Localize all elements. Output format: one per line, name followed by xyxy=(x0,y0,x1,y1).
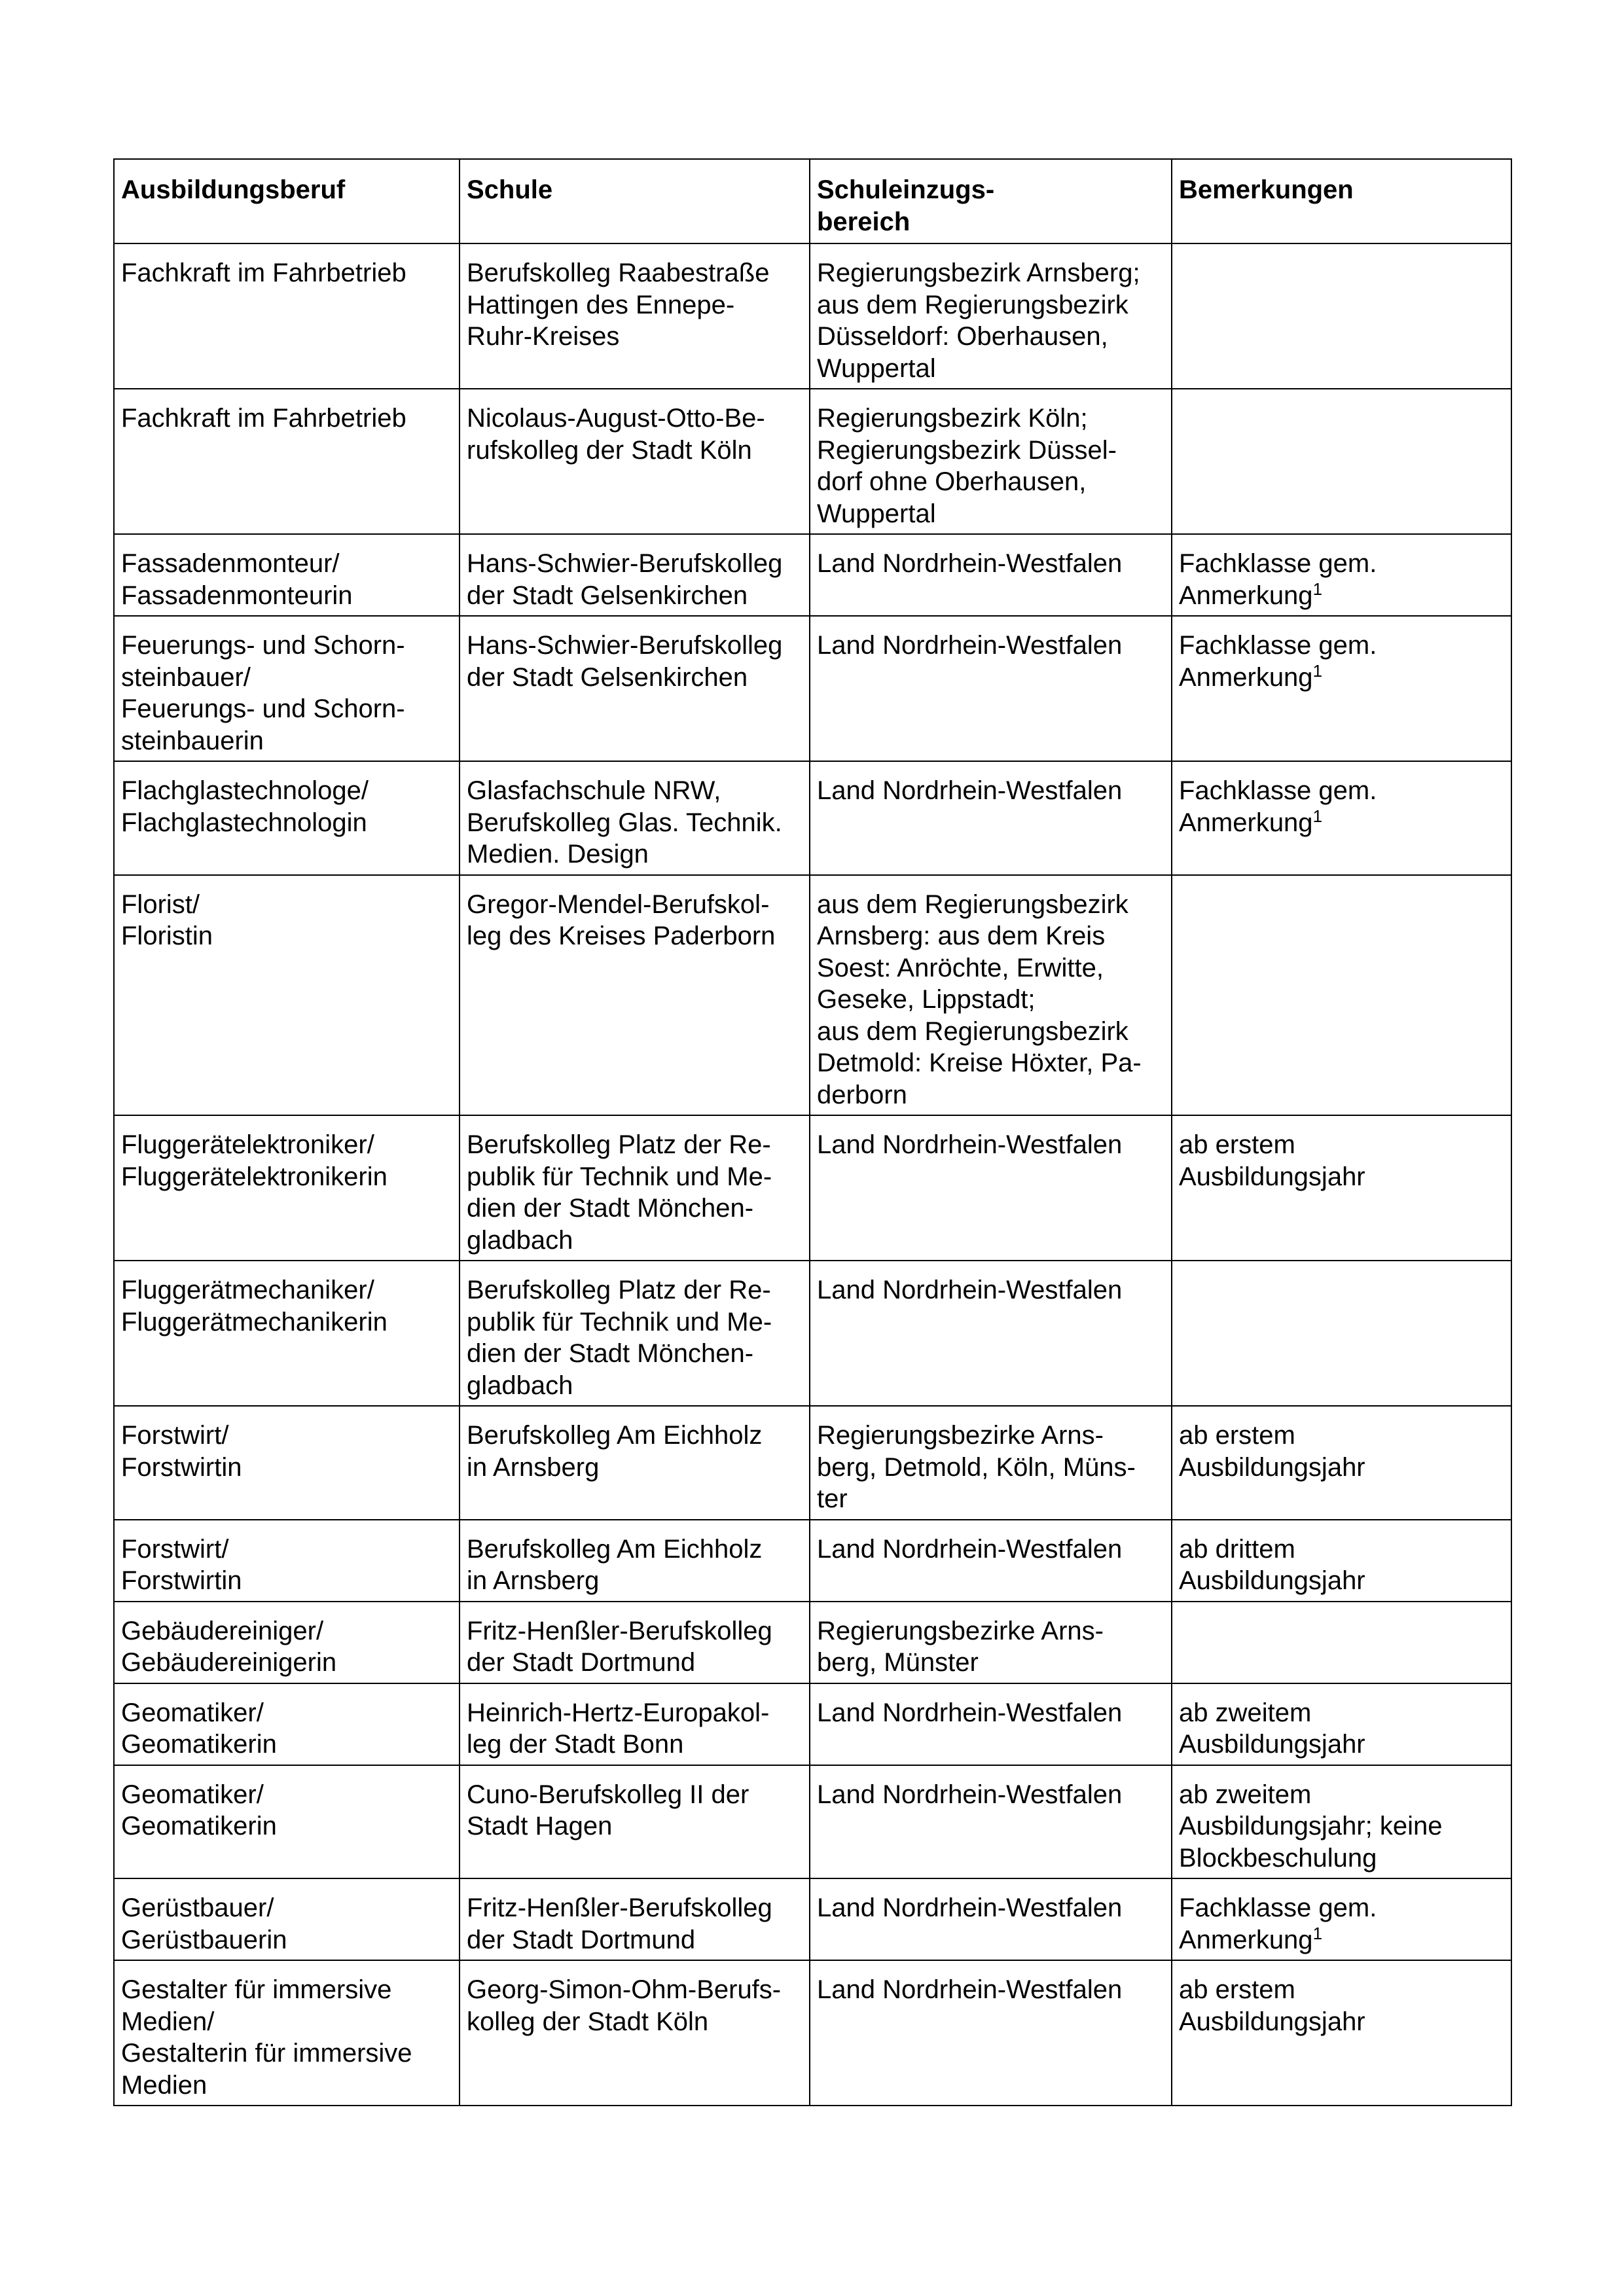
cell-text-line: Fachklasse gem. xyxy=(1179,1893,1377,1922)
cell-text-line: Gestalter für immersive xyxy=(121,1975,392,2004)
cell-text-line: ab erstem xyxy=(1179,1130,1295,1159)
cell-ausbildungsberuf xyxy=(114,1261,460,1406)
cell-text-line: Berufskolleg Am Eichholz xyxy=(467,1421,763,1450)
table-row xyxy=(114,1602,1511,1683)
cell-text-line: leg der Stadt Bonn xyxy=(467,1730,684,1759)
cell-text-line: berg, Münster xyxy=(817,1648,979,1677)
cell-schuleinzugsbereich xyxy=(810,1878,1172,1960)
header-schuleinzugsbereich xyxy=(810,159,1172,243)
cell-text-line: Land Nordrhein-Westfalen xyxy=(817,776,1123,805)
cell-text-line: Ruhr-Kreises xyxy=(467,322,620,351)
table-body xyxy=(114,243,1511,2106)
document-page xyxy=(113,158,1511,2106)
header-text-line: bereich xyxy=(817,207,911,236)
header-text-line: Schule xyxy=(467,175,553,204)
cell-text-line: aus dem Regierungsbezirk xyxy=(817,1016,1128,1046)
cell-ausbildungsberuf xyxy=(114,1960,460,2106)
cell-text-line: Hans-Schwier-Berufskolleg xyxy=(467,631,783,660)
cell-ausbildungsberuf xyxy=(114,1765,460,1879)
cell-bemerkungen xyxy=(1172,534,1511,616)
cell-text-line: Land Nordrhein-Westfalen xyxy=(817,1534,1123,1564)
cell-text-line: kolleg der Stadt Köln xyxy=(467,2007,709,2036)
cell-ausbildungsberuf xyxy=(114,1602,460,1683)
cell-schule xyxy=(460,1765,810,1879)
cell-text-line: derborn xyxy=(817,1080,907,1109)
cell-text-line: leg des Kreises Paderborn xyxy=(467,922,776,950)
cell-text-line: Georg-Simon-Ohm-Berufs- xyxy=(467,1975,782,2004)
cell-bemerkungen xyxy=(1172,1520,1511,1602)
cell-text-line: gladbach xyxy=(467,1225,573,1255)
table-row xyxy=(114,616,1511,761)
table-row xyxy=(114,1520,1511,1602)
cell-text-line: Heinrich-Hertz-Europakol- xyxy=(467,1698,770,1727)
cell-text-line: Nicolaus-August-Otto-Be- xyxy=(467,404,765,433)
cell-schule xyxy=(460,1406,810,1520)
cell-text-line: Forstwirtin xyxy=(121,1566,242,1595)
cell-bemerkungen xyxy=(1172,1960,1511,2106)
cell-text-line: Gregor-Mendel-Berufskol- xyxy=(467,889,770,919)
header-bemerkungen xyxy=(1172,159,1511,243)
cell-text-line: Land Nordrhein-Westfalen xyxy=(817,1975,1123,2004)
cell-ausbildungsberuf xyxy=(114,1520,460,1602)
cell-schule xyxy=(460,1960,810,2106)
cell-ausbildungsberuf xyxy=(114,534,460,616)
cell-text-line: dien der Stadt Mönchen- xyxy=(467,1339,754,1368)
cell-bemerkungen xyxy=(1172,875,1511,1116)
cell-text-line: Forstwirt/ xyxy=(121,1421,229,1450)
cell-text-line: Flachglastechnologe/ xyxy=(121,776,369,805)
cell-text-line: Ausbildungsjahr xyxy=(1179,1730,1365,1759)
cell-bemerkungen xyxy=(1172,1406,1511,1520)
cell-text-line: Flachglastechnologin xyxy=(121,808,367,837)
table-row xyxy=(114,1406,1511,1520)
cell-schuleinzugsbereich xyxy=(810,1520,1172,1602)
cell-schule xyxy=(460,243,810,389)
cell-schule xyxy=(460,1520,810,1602)
cell-text-line: ab zweitem xyxy=(1179,1780,1312,1809)
cell-text-line: Detmold: Kreise Höxter, Pa- xyxy=(817,1049,1142,1077)
cell-schule xyxy=(460,1878,810,1960)
cell-schuleinzugsbereich xyxy=(810,1602,1172,1683)
cell-schule xyxy=(460,1261,810,1406)
cell-text-line: Forstwirt/ xyxy=(121,1534,229,1564)
cell-ausbildungsberuf xyxy=(114,616,460,761)
cell-text-line: ab zweitem xyxy=(1179,1698,1312,1727)
header-schule xyxy=(460,159,810,243)
cell-schule xyxy=(460,1683,810,1765)
cell-text-line: Fritz-Henßler-Berufskolleg xyxy=(467,1616,772,1645)
cell-text-line: Fassadenmonteur/ xyxy=(121,549,340,578)
cell-bemerkungen xyxy=(1172,389,1511,534)
cell-text-line: ab erstem xyxy=(1179,1421,1295,1450)
cell-text-line: Fachklasse gem. xyxy=(1179,776,1377,805)
cell-bemerkungen xyxy=(1172,1261,1511,1406)
cell-text-line: Gebäudereiniger/ xyxy=(121,1616,324,1645)
cell-text-line: berg, Detmold, Köln, Müns- xyxy=(817,1452,1136,1482)
cell-text-line: Fluggerätmechanikerin xyxy=(121,1307,388,1336)
cell-schule xyxy=(460,1115,810,1261)
table-row xyxy=(114,761,1511,875)
cell-ausbildungsberuf xyxy=(114,1406,460,1520)
cell-text-line: Gestalterin für immersive xyxy=(121,2039,412,2068)
cell-text-line: Geseke, Lippstadt; xyxy=(817,985,1036,1014)
cell-bemerkungen xyxy=(1172,1115,1511,1261)
cell-text-line: Fluggerätmechaniker/ xyxy=(121,1276,374,1304)
cell-text-line: gladbach xyxy=(467,1371,573,1400)
cell-text-line: Regierungsbezirke Arns- xyxy=(817,1616,1104,1645)
cell-text-line: Regierungsbezirk Köln; xyxy=(817,404,1088,433)
cell-bemerkungen xyxy=(1172,243,1511,389)
cell-text-line: Geomatikerin xyxy=(121,1730,277,1759)
cell-schule xyxy=(460,616,810,761)
cell-bemerkungen xyxy=(1172,1683,1511,1765)
header-text-line: Schuleinzugs- xyxy=(817,175,995,204)
footnote-marker: 1 xyxy=(1312,660,1323,681)
cell-text-line: rufskolleg der Stadt Köln xyxy=(467,435,752,465)
cell-text-line: steinbauerin xyxy=(121,726,264,755)
cell-ausbildungsberuf xyxy=(114,389,460,534)
cell-text-line: Berufskolleg Raabestraße xyxy=(467,259,770,287)
cell-text-line: Land Nordrhein-Westfalen xyxy=(817,1130,1123,1159)
cell-schuleinzugsbereich xyxy=(810,1406,1172,1520)
cell-bemerkungen xyxy=(1172,1878,1511,1960)
cell-text-line: Ausbildungsjahr xyxy=(1179,1452,1365,1482)
cell-schuleinzugsbereich xyxy=(810,1960,1172,2106)
cell-text-line: publik für Technik und Me- xyxy=(467,1307,772,1336)
table-row xyxy=(114,1878,1511,1960)
cell-text-line: Wuppertal xyxy=(817,353,936,383)
cell-text-line: Ausbildungsjahr xyxy=(1179,2007,1365,2036)
footnote-marker: 1 xyxy=(1312,1923,1323,1943)
footnote-marker: 1 xyxy=(1312,579,1323,599)
cell-text-line: Berufskolleg Platz der Re- xyxy=(467,1276,771,1304)
footnote-marker: 1 xyxy=(1312,806,1323,826)
cell-text-line: Gerüstbauerin xyxy=(121,1925,287,1954)
cell-ausbildungsberuf xyxy=(114,761,460,875)
cell-text-line: Land Nordrhein-Westfalen xyxy=(817,1698,1123,1727)
cell-text-line: der Stadt Gelsenkirchen xyxy=(467,581,748,610)
cell-text-line: Fachkraft im Fahrbetrieb xyxy=(121,259,406,287)
cell-schuleinzugsbereich xyxy=(810,1683,1172,1765)
cell-text-line: Hattingen des Ennepe- xyxy=(467,290,735,319)
cell-text-line: Land Nordrhein-Westfalen xyxy=(817,1780,1123,1809)
cell-text-line: aus dem Regierungsbezirk xyxy=(817,290,1128,319)
cell-text-line: in Arnsberg xyxy=(467,1452,600,1482)
cell-text-line: Gerüstbauer/ xyxy=(121,1893,274,1922)
cell-text-line: der Stadt Dortmund xyxy=(467,1925,696,1954)
cell-schule xyxy=(460,875,810,1116)
cell-schule xyxy=(460,761,810,875)
cell-text-line: Stadt Hagen xyxy=(467,1812,613,1840)
cell-text-line: Geomatiker/ xyxy=(121,1698,264,1727)
cell-text-line: Soest: Anröchte, Erwitte, xyxy=(817,953,1104,982)
cell-schuleinzugsbereich xyxy=(810,761,1172,875)
cell-text-line: Fluggerätelektroniker/ xyxy=(121,1130,374,1159)
table-row xyxy=(114,1765,1511,1879)
cell-schule xyxy=(460,1602,810,1683)
cell-text-line: Geomatiker/ xyxy=(121,1780,264,1809)
cell-text-line: Medien/ xyxy=(121,2007,215,2036)
cell-text-line: dien der Stadt Mönchen- xyxy=(467,1194,754,1223)
cell-schuleinzugsbereich xyxy=(810,534,1172,616)
table-row xyxy=(114,1261,1511,1406)
cell-text-line: Regierungsbezirke Arns- xyxy=(817,1421,1104,1450)
cell-text-line: Düsseldorf: Oberhausen, xyxy=(817,322,1108,351)
cell-text-line: Medien xyxy=(121,2070,208,2100)
cell-text-line: Fachkraft im Fahrbetrieb xyxy=(121,404,406,433)
cell-text-line: Berufskolleg Glas. Technik. xyxy=(467,808,782,837)
cell-text-line: Cuno-Berufskolleg II der xyxy=(467,1780,749,1809)
cell-text-line: Medien. Design xyxy=(467,840,649,869)
cell-text-line: der Stadt Gelsenkirchen xyxy=(467,662,748,692)
cell-text-line: Berufskolleg Am Eichholz xyxy=(467,1534,763,1564)
cell-text-line: Fachklasse gem. xyxy=(1179,631,1377,660)
cell-text-line: Feuerungs- und Schorn- xyxy=(121,694,405,723)
cell-text-line: Florist/ xyxy=(121,889,200,919)
cell-text-line: Forstwirtin xyxy=(121,1452,242,1482)
table-row xyxy=(114,1683,1511,1765)
table-header-row xyxy=(114,159,1511,243)
table-row xyxy=(114,1115,1511,1261)
cell-text-line: publik für Technik und Me- xyxy=(467,1162,772,1191)
cell-text-line: Fachklasse gem. xyxy=(1179,549,1377,578)
cell-text-line: Geomatikerin xyxy=(121,1812,277,1840)
cell-text-line: Land Nordrhein-Westfalen xyxy=(817,1276,1123,1304)
table-row xyxy=(114,875,1511,1116)
cell-schuleinzugsbereich xyxy=(810,243,1172,389)
cell-bemerkungen xyxy=(1172,1602,1511,1683)
cell-text-line: Anmerkung$^1$ xyxy=(1179,806,1323,837)
cell-bemerkungen xyxy=(1172,616,1511,761)
table-row xyxy=(114,389,1511,534)
cell-text-line: Fritz-Henßler-Berufskolleg xyxy=(467,1893,772,1922)
cell-text-line: ter xyxy=(817,1484,848,1513)
cell-text-line: Land Nordrhein-Westfalen xyxy=(817,631,1123,660)
cell-text-line: der Stadt Dortmund xyxy=(467,1648,696,1677)
table-row xyxy=(114,1960,1511,2106)
cell-text-line: Ausbildungsjahr xyxy=(1179,1162,1365,1191)
cell-text-line: Floristin xyxy=(121,922,213,950)
cell-text-line: Feuerungs- und Schorn- xyxy=(121,631,405,660)
cell-bemerkungen xyxy=(1172,761,1511,875)
cell-text-line: ab erstem xyxy=(1179,1975,1295,2004)
table-row xyxy=(114,243,1511,389)
cell-text-line: Hans-Schwier-Berufskolleg xyxy=(467,549,783,578)
cell-text-line: Blockbeschulung xyxy=(1179,1843,1377,1873)
cell-schuleinzugsbereich xyxy=(810,616,1172,761)
cell-ausbildungsberuf xyxy=(114,1683,460,1765)
cell-text-line: ab drittem xyxy=(1179,1534,1295,1564)
cell-schuleinzugsbereich xyxy=(810,1261,1172,1406)
cell-text-line: Gebäudereinigerin xyxy=(121,1648,337,1677)
cell-text-line: Land Nordrhein-Westfalen xyxy=(817,549,1123,578)
cell-text-line: Anmerkung$^1$ xyxy=(1179,1923,1323,1954)
cell-text-line: dorf ohne Oberhausen, xyxy=(817,467,1087,496)
cell-bemerkungen xyxy=(1172,1765,1511,1879)
header-ausbildungsberuf xyxy=(114,159,460,243)
cell-ausbildungsberuf xyxy=(114,875,460,1116)
header-text-line: Bemerkungen xyxy=(1179,175,1354,204)
cell-text-line: Anmerkung$^1$ xyxy=(1179,660,1323,692)
cell-schuleinzugsbereich xyxy=(810,389,1172,534)
cell-schuleinzugsbereich xyxy=(810,1765,1172,1879)
table-row xyxy=(114,534,1511,616)
header-text-line: Ausbildungsberuf xyxy=(121,175,346,204)
cell-text-line: aus dem Regierungsbezirk xyxy=(817,889,1128,919)
cell-ausbildungsberuf xyxy=(114,1878,460,1960)
cell-text-line: Anmerkung$^1$ xyxy=(1179,579,1323,610)
cell-text-line: Land Nordrhein-Westfalen xyxy=(817,1893,1123,1922)
cell-schule xyxy=(460,534,810,616)
cell-schuleinzugsbereich xyxy=(810,1115,1172,1261)
cell-text-line: in Arnsberg xyxy=(467,1566,600,1595)
cell-text-line: Berufskolleg Platz der Re- xyxy=(467,1130,771,1159)
cell-text-line: Glasfachschule NRW, xyxy=(467,776,721,805)
cell-text-line: Fassadenmonteurin xyxy=(121,581,353,610)
ausbildungsberufe-table xyxy=(113,158,1512,2106)
cell-text-line: Ausbildungsjahr xyxy=(1179,1566,1365,1595)
cell-schule xyxy=(460,389,810,534)
cell-text-line: steinbauer/ xyxy=(121,662,251,692)
cell-schuleinzugsbereich xyxy=(810,875,1172,1116)
cell-ausbildungsberuf xyxy=(114,243,460,389)
cell-ausbildungsberuf xyxy=(114,1115,460,1261)
cell-text-line: Fluggerätelektronikerin xyxy=(121,1162,388,1191)
cell-text-line: Regierungsbezirk Arnsberg; xyxy=(817,259,1140,287)
cell-text-line: Regierungsbezirk Düssel- xyxy=(817,435,1117,465)
cell-text-line: Arnsberg: aus dem Kreis xyxy=(817,922,1106,950)
cell-text-line: Ausbildungsjahr; keine xyxy=(1179,1812,1443,1840)
cell-text-line: Wuppertal xyxy=(817,499,936,528)
